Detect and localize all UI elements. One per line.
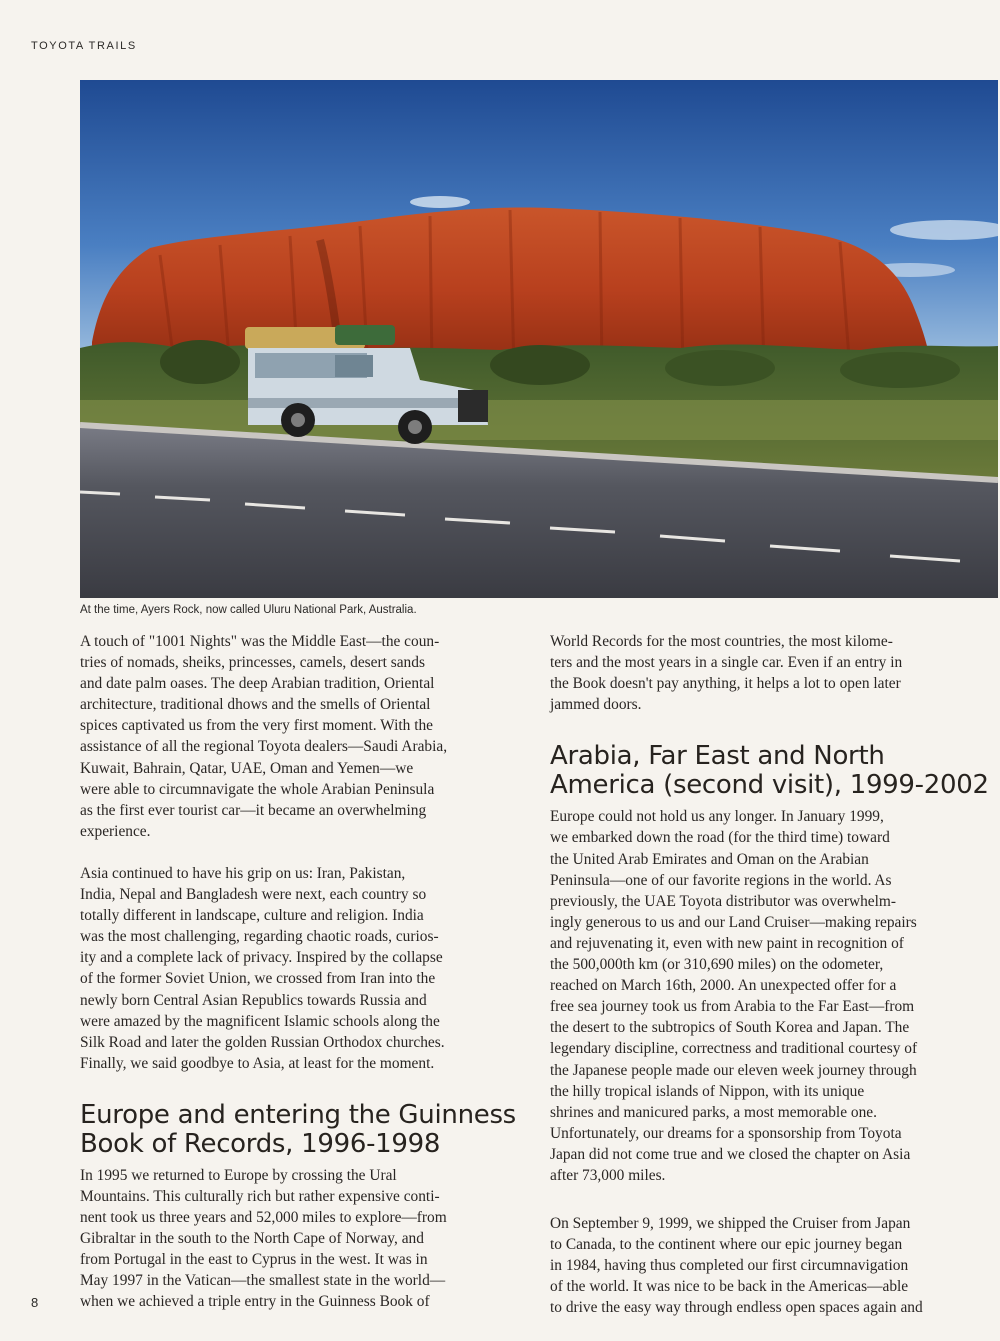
uluru-photo-illustration (80, 80, 998, 598)
section-heading-europe: Europe and entering the Guinness Book of Records, 1996-1998 (80, 1099, 516, 1159)
right-column (550, 631, 998, 1319)
running-header: TOYOTA TRAILS (31, 40, 137, 52)
paragraph-guinness: World Records for the most countries, the most kilome- ters and the most years in a single car. Even if an entry in the Book doesn't pay anything, it helps a lot to open later jammed doors. (550, 633, 903, 714)
paragraph-middle-east: A touch of "1001 Nights" was the Middle East—the coun- tries of nomads, sheiks, princesses, camels, desert sands and date palm oases. The deep Arabian tradition, Oriental architecture, traditional dhows and the smells of Oriental spices captivated us from the very first moment. With the assistance of all the regional Toyota dealers—Saudi Arabia, Kuwait, Bahrain, Qatar, UAE, Oman and Yemen—we were able to circumnavigate the whole Arabian Peninsula as the first ever tourist car—it became an overwhelming experience. (80, 633, 448, 840)
paragraph-north-america: On September 9, 1999, we shipped the Cruiser from Japan to Canada, to the continent where our epic journey began in 1984, having thus completed our first circumnavigation of the world. It was nice to be back in the Americas—able to drive the easy way through endless open spaces again and (550, 1215, 923, 1317)
page-number: 8 (31, 1295, 39, 1310)
paragraph-asia: Asia continued to have his grip on us: Iran, Pakistan, India, Nepal and Bangladesh were next, each country so totally different in landscape, culture and religion. India was the most challenging, regarding chaotic roads, curios- ity and a complete lack of privacy. Inspired by the collapse of the former Soviet Union, we crossed from Iran into the newly born Central Asian Republics towards Russia and were amazed by the magnificent Islamic schools along the Silk Road and later the golden Russian Orthodox churches. Finally, we said goodbye to Asia, at least for the moment. (80, 864, 445, 1072)
section-heading-arabia: Arabia, Far East and North America (second visit), 1999-2002 (550, 741, 989, 801)
paragraph-arabia-far-east: Europe could not hold us any longer. In January 1999, we embarked down the road (for the third time) toward the United Arab Emirates and Oman on the Arabian Peninsula—one of our favorite regions in the world. As previously, the UAE Toyota distributor was overwhelm- ingly generous to us and our Land Cruiser—making repairs and rejuvenating it, even with new paint in recognition of the 500,000th km (or 310,690 miles) on the odometer, reached on March 16th, 2000. An unexpected offer for a free sea journey took us from Arabia to the Far East—from the desert to the subtropics of South Korea and Japan. The legendary discipline, correctness and traditional courtesy of the Japanese people made our eleven week journey through the hilly tropical islands of Nippon, with its unique shrines and manicured parks, a most memorable one. Unfortunately, our dreams for a sponsorship from Toyota Japan did not come true and we closed the chapter on Asia after 73,000 miles. (550, 808, 918, 1184)
photo-caption: At the time, Ayers Rock, now called Uluru National Park, Australia. (80, 604, 417, 616)
paragraph-europe: In 1995 we returned to Europe by crossing the Ural Mountains. This culturally rich but rather expensive conti- nent took us three years and 52,000 miles to explore—from Gibraltar in the south to the North Cape of Norway, and from Portugal in the east to Cyprus in the west. It was in May 1997 in the Vatican—the smallest state in the world— when we achieved a triple entry in the Guinness Book of (80, 1166, 447, 1311)
uluru-photo (80, 80, 998, 598)
left-column (80, 631, 520, 1313)
